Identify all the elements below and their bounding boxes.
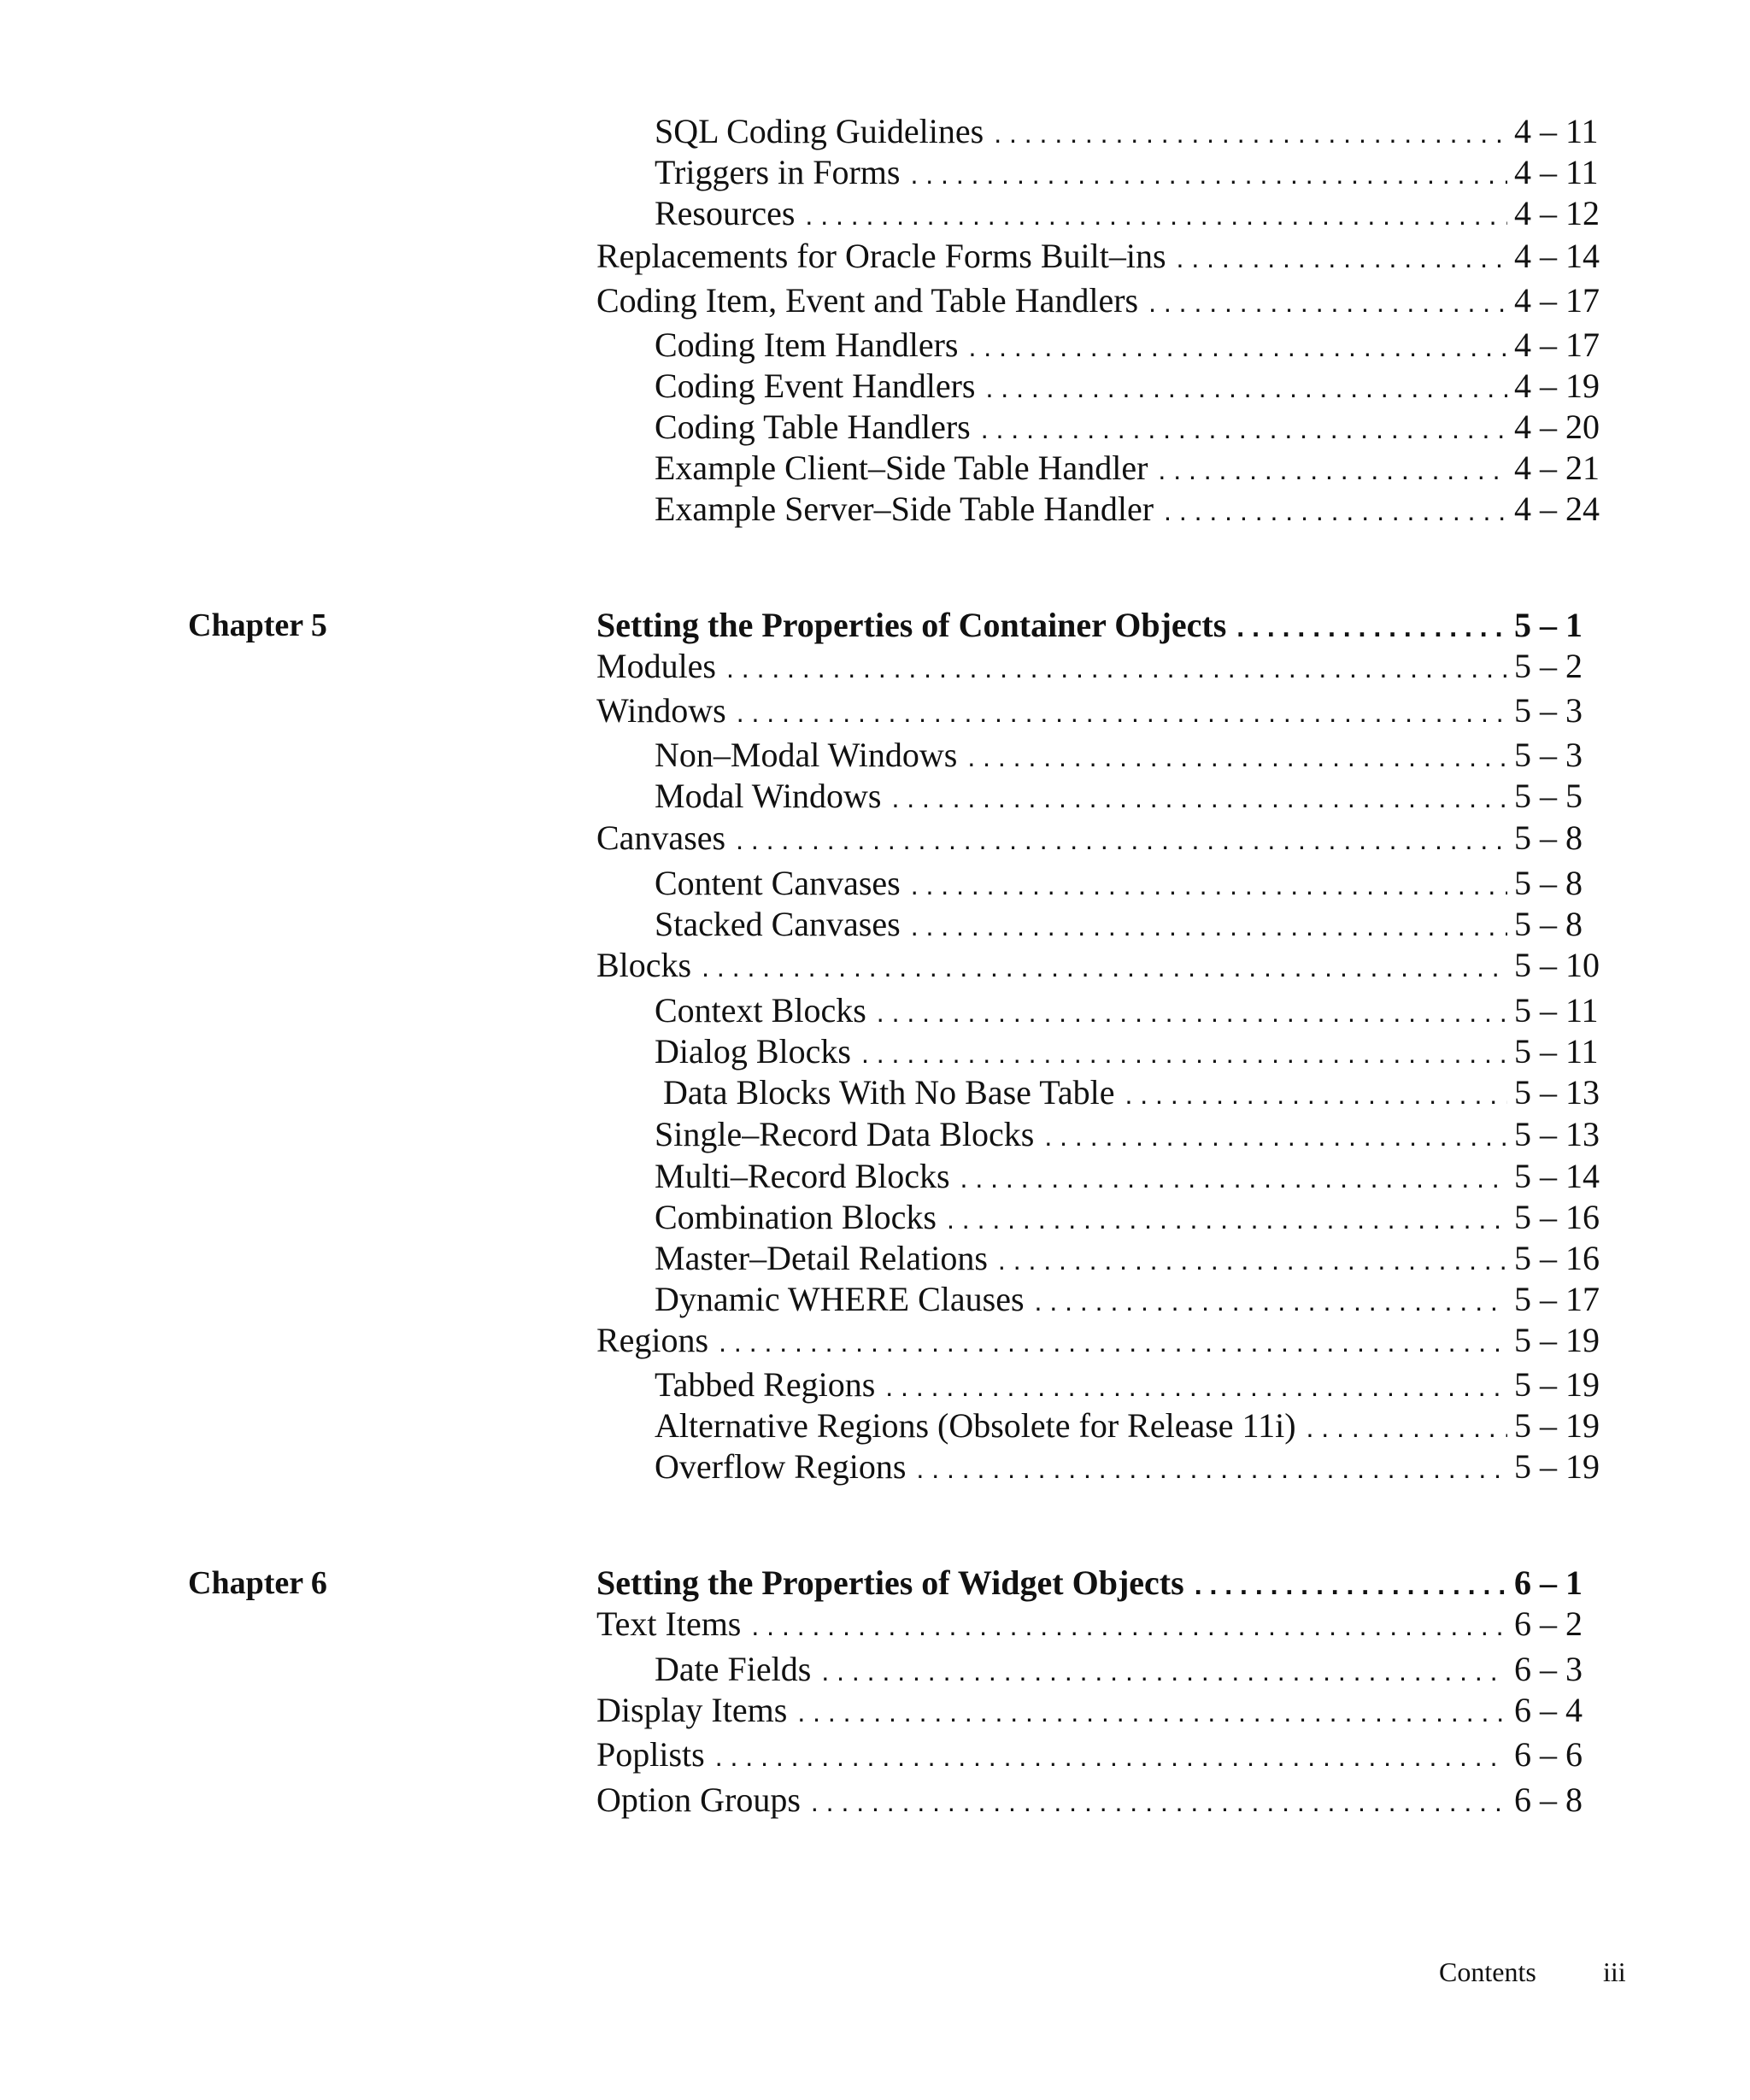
toc-entry-page: 6 – 3 (1514, 1650, 1583, 1688)
toc-entry-title: Example Server–Side Table Handler (655, 490, 1154, 528)
dot-leader (1035, 1281, 1507, 1322)
toc-entry-page: 5 – 1 (1514, 606, 1583, 644)
toc-entry (655, 776, 1601, 817)
toc-entry-title: Coding Table Handlers (655, 408, 971, 446)
toc-entry (596, 690, 1601, 731)
toc-entry-page: 5 – 19 (1514, 1447, 1600, 1486)
dot-leader (998, 1240, 1507, 1281)
toc-entry (655, 1446, 1601, 1487)
toc-entry-title: Windows (596, 691, 726, 730)
toc-entry (655, 407, 1601, 448)
toc-entry-page: 5 – 3 (1514, 691, 1583, 730)
toc-entry-title: Text Items (596, 1604, 742, 1643)
toc-entry (596, 646, 1601, 687)
toc-entry-page: 5 – 2 (1514, 647, 1583, 685)
toc-entry-title: Coding Event Handlers (655, 367, 976, 405)
toc-entry-page: 4 – 17 (1514, 281, 1600, 320)
dot-leader (916, 1448, 1507, 1489)
toc-entry-title: Multi–Record Blocks (655, 1157, 950, 1195)
toc-entry (655, 1405, 1601, 1446)
toc-entry (655, 152, 1601, 193)
toc-entry-title: Dynamic WHERE Clauses (655, 1280, 1025, 1318)
toc-entry-title: Alternative Regions (Obsolete for Release 11i) (655, 1406, 1296, 1445)
dot-leader (981, 408, 1507, 449)
dot-leader (969, 326, 1508, 367)
footer-label: Contents (1439, 1956, 1536, 1987)
toc-entry (596, 1320, 1601, 1361)
toc-entry-title: Replacements for Oracle Forms Built–ins (596, 237, 1166, 275)
dot-leader (911, 865, 1507, 906)
toc-entry-page: 4 – 17 (1514, 326, 1600, 364)
toc-entry (596, 1734, 1601, 1775)
toc-entry (655, 193, 1601, 234)
dot-leader (805, 195, 1507, 236)
toc-entry-page: 5 – 19 (1514, 1406, 1600, 1445)
chapter-label: Chapter 5 (188, 607, 327, 643)
dot-leader (1164, 490, 1507, 531)
toc-entry-title: Non–Modal Windows (655, 736, 958, 774)
toc-entry (655, 1031, 1601, 1072)
toc-entry (655, 325, 1601, 366)
toc-entry (655, 1156, 1601, 1197)
toc-entry-page: 5 – 17 (1514, 1280, 1600, 1318)
toc-entry-title: Modules (596, 647, 716, 685)
chapter-label: Chapter 6 (188, 1565, 327, 1601)
toc-entry (655, 1197, 1601, 1238)
toc-entry-page: 5 – 13 (1514, 1073, 1600, 1112)
toc-entry-title: Coding Item, Event and Table Handlers (596, 281, 1139, 320)
dot-leader (861, 1033, 1507, 1074)
dot-leader (911, 906, 1507, 947)
dot-leader (910, 154, 1507, 195)
toc-entry-title: Blocks (596, 946, 692, 984)
toc-entry-title: Example Client–Side Table Handler (655, 449, 1148, 487)
toc-entry-title: Modal Windows (655, 777, 882, 815)
dot-leader (1307, 1407, 1507, 1448)
toc-chapter-entry (596, 1563, 1601, 1604)
toc-entry (655, 863, 1601, 904)
dot-leader (811, 1781, 1507, 1822)
toc-entry (655, 1649, 1601, 1690)
toc-entry (655, 111, 1601, 152)
toc-entry-title: Triggers in Forms (655, 153, 901, 191)
toc-entry-page: 6 – 2 (1514, 1604, 1583, 1643)
dot-leader (967, 736, 1507, 777)
dot-leader (715, 1736, 1507, 1777)
dot-leader (737, 692, 1507, 733)
toc-entry-page: 4 – 14 (1514, 237, 1600, 275)
toc-entry-page: 5 – 10 (1514, 946, 1600, 984)
toc-entry-title: Master–Detail Relations (655, 1239, 988, 1277)
toc-entry-page: 4 – 11 (1514, 112, 1599, 150)
dot-leader (885, 1366, 1507, 1407)
toc-entry (596, 1604, 1601, 1645)
dot-leader (877, 992, 1507, 1033)
toc-entry (655, 990, 1601, 1031)
toc-entry-page: 5 – 8 (1514, 818, 1583, 857)
dot-leader (994, 113, 1507, 154)
dot-leader (1236, 607, 1507, 648)
toc-entry-title: Poplists (596, 1735, 705, 1774)
toc-entry-title: Resources (655, 194, 796, 232)
toc-entry (655, 1238, 1601, 1279)
toc-entry-title: Dialog Blocks (655, 1032, 851, 1071)
toc-entry-page: 5 – 8 (1514, 864, 1583, 902)
toc-entry (596, 236, 1601, 277)
dot-leader (1148, 282, 1507, 323)
toc-entry-title: Setting the Properties of Container Objects (596, 606, 1227, 644)
toc-entry (596, 945, 1601, 986)
dot-leader (821, 1651, 1507, 1692)
toc-entry (596, 1780, 1601, 1821)
toc-entry-title: Data Blocks With No Base Table (655, 1073, 1115, 1112)
toc-entry-page: 6 – 1 (1514, 1563, 1583, 1602)
toc-entry-page: 4 – 24 (1514, 490, 1600, 528)
toc-entry (655, 366, 1601, 407)
dot-leader (960, 1158, 1507, 1199)
toc-entry-page: 5 – 8 (1514, 905, 1583, 943)
toc-entry-title: Combination Blocks (655, 1198, 937, 1236)
toc-entry (596, 818, 1601, 859)
dot-leader (1044, 1116, 1507, 1157)
toc-entry-title: Overflow Regions (655, 1447, 907, 1486)
dot-leader (986, 367, 1508, 408)
toc-entry (655, 1072, 1601, 1113)
toc-entry-title: Display Items (596, 1691, 788, 1729)
dot-leader (1195, 1564, 1507, 1605)
dot-leader (726, 648, 1507, 689)
toc-entry-page: 5 – 3 (1514, 736, 1583, 774)
toc-entry-page: 4 – 21 (1514, 449, 1600, 487)
toc-entry (596, 280, 1601, 321)
toc-entry (596, 1690, 1601, 1731)
toc-entry (655, 489, 1601, 530)
toc-entry-page: 5 – 16 (1514, 1198, 1600, 1236)
dot-leader (947, 1199, 1507, 1240)
toc-entry-title: Content Canvases (655, 864, 901, 902)
toc-entry (655, 1279, 1601, 1320)
toc-entry (655, 735, 1601, 776)
toc-chapter-entry (596, 605, 1601, 646)
toc-entry-page: 5 – 14 (1514, 1157, 1600, 1195)
toc-entry-title: Context Blocks (655, 991, 866, 1029)
toc-entry-title: Date Fields (655, 1650, 812, 1688)
toc-entry-title: Tabbed Regions (655, 1365, 876, 1404)
toc-entry-page: 4 – 20 (1514, 408, 1600, 446)
toc-entry-title: Option Groups (596, 1780, 801, 1819)
dot-leader (797, 1692, 1507, 1733)
toc-entry-title: Regions (596, 1321, 709, 1359)
toc-entry-page: 5 – 5 (1514, 777, 1583, 815)
toc-entry-page: 4 – 19 (1514, 367, 1600, 405)
toc-entry-page: 5 – 16 (1514, 1239, 1600, 1277)
toc-entry-title: Single–Record Data Blocks (655, 1115, 1035, 1153)
dot-leader (719, 1322, 1507, 1363)
dot-leader (1177, 238, 1507, 279)
dot-leader (736, 819, 1507, 860)
toc-entry-page: 6 – 6 (1514, 1735, 1583, 1774)
toc-entry-page: 5 – 11 (1514, 1032, 1599, 1071)
toc-entry (655, 448, 1601, 489)
toc-entry-page: 5 – 13 (1514, 1115, 1600, 1153)
toc-entry-title: Canvases (596, 818, 726, 857)
toc-entry-title: Stacked Canvases (655, 905, 901, 943)
toc-entry-page: 5 – 19 (1514, 1365, 1600, 1404)
toc-entry-page: 6 – 8 (1514, 1780, 1583, 1819)
toc-entry-page: 4 – 11 (1514, 153, 1599, 191)
toc-entry-title: Setting the Properties of Widget Objects (596, 1563, 1184, 1602)
dot-leader (1158, 449, 1507, 490)
toc-entry (655, 1114, 1601, 1155)
toc-entry-page: 5 – 19 (1514, 1321, 1600, 1359)
dot-leader (751, 1605, 1507, 1646)
dot-leader (702, 947, 1507, 988)
toc-entry-page: 6 – 4 (1514, 1691, 1583, 1729)
footer-page-number: iii (1603, 1956, 1626, 1987)
dot-leader (1125, 1074, 1507, 1115)
toc-entry (655, 904, 1601, 945)
toc-entry-page: 4 – 12 (1514, 194, 1600, 232)
toc-entry-page: 5 – 11 (1514, 991, 1599, 1029)
toc-entry-title: Coding Item Handlers (655, 326, 959, 364)
toc-entry-title: SQL Coding Guidelines (655, 112, 984, 150)
dot-leader (891, 777, 1507, 818)
toc-entry (655, 1364, 1601, 1405)
